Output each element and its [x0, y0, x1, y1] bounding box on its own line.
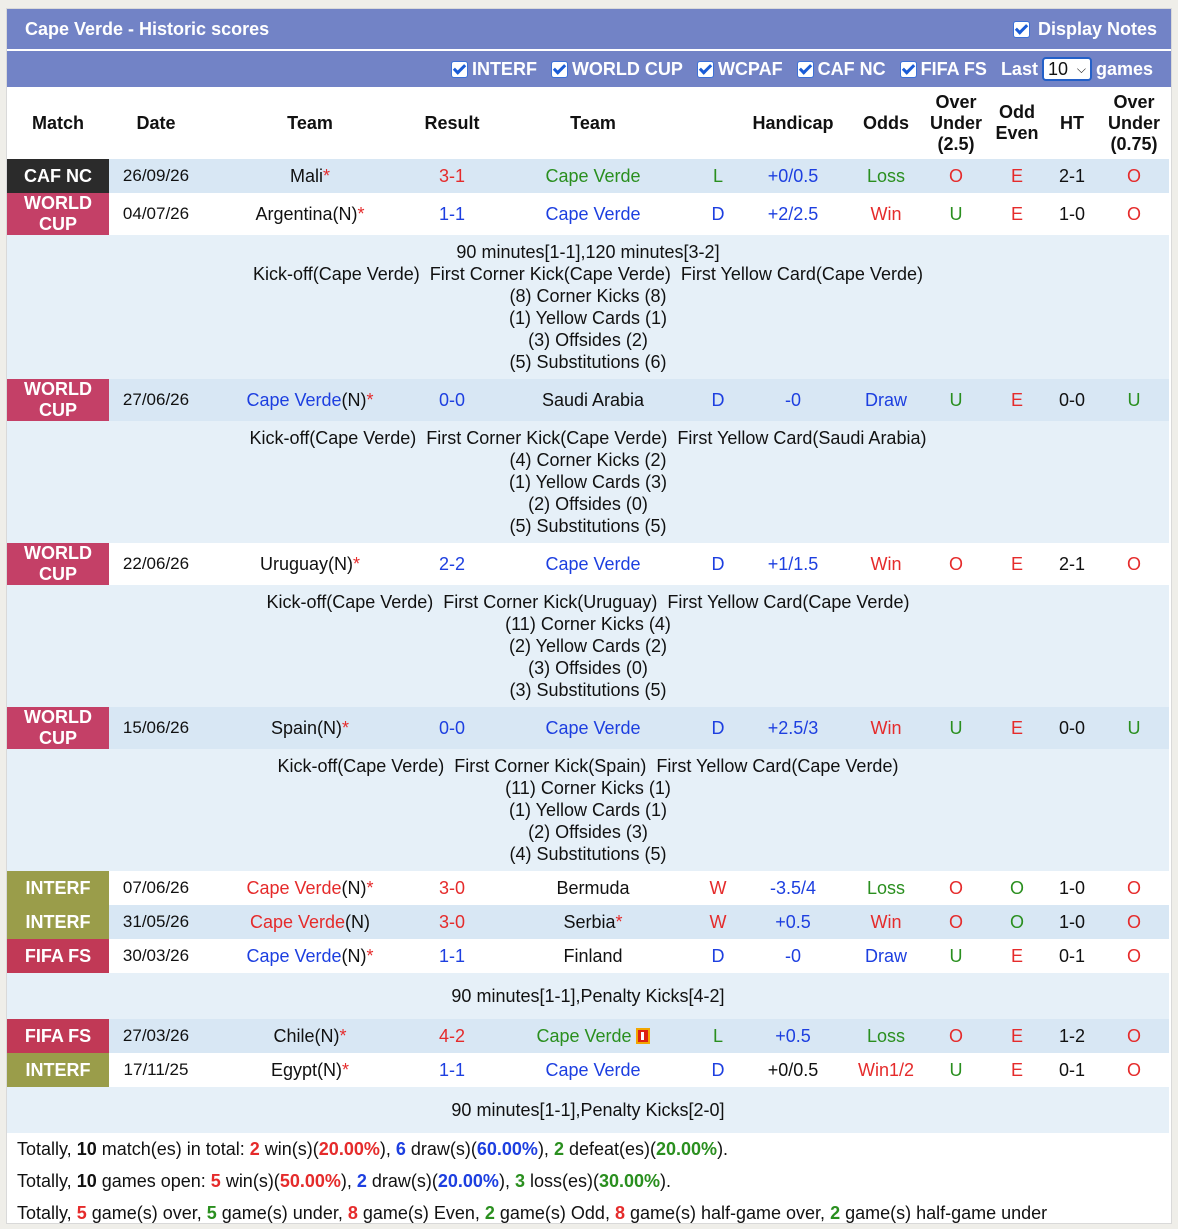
checkbox-icon[interactable]	[797, 61, 814, 78]
col-ht: HT	[1060, 112, 1084, 133]
over-under-075: O	[1099, 159, 1169, 193]
note-line: (8) Corner Kicks (8)	[509, 286, 667, 306]
star-marker: *	[342, 717, 350, 738]
filter-bar	[7, 49, 1171, 87]
handicap-value: +0/0.5	[737, 159, 849, 193]
league-badge[interactable]	[7, 939, 109, 973]
away-team	[487, 905, 699, 939]
handicap-value: +1/1.5	[737, 543, 849, 585]
scores-table	[7, 87, 1169, 1133]
note-line: (5) Substitutions (6)	[509, 352, 667, 372]
league-badge[interactable]	[7, 543, 109, 585]
note-line: (3) Offsides (0)	[528, 658, 648, 678]
checkbox-icon[interactable]	[1013, 21, 1030, 38]
home-team	[203, 543, 417, 585]
win-loss-indicator: D	[699, 543, 737, 585]
league-badge[interactable]	[7, 707, 109, 749]
away-team	[487, 543, 699, 585]
win-loss-indicator: L	[699, 159, 737, 193]
match-result[interactable]: 3-0	[417, 905, 487, 939]
col-team-home: Team	[287, 112, 333, 133]
star-marker: *	[342, 1059, 350, 1080]
historic-scores-panel	[6, 8, 1172, 1224]
last-games-value: 10	[1047, 58, 1068, 79]
star-marker: *	[366, 389, 374, 410]
over-under-075: O	[1099, 1019, 1169, 1053]
totals-summary	[7, 1133, 1171, 1229]
match-date: 27/06/26	[109, 379, 203, 421]
table-row	[7, 939, 1169, 973]
league-label: INTERF	[25, 1059, 91, 1080]
note-line: (1) Yellow Cards (1)	[508, 800, 668, 820]
note-line: Kick-off(Cape Verde) First Corner Kick(Cape Verde) First Yellow Card(Saudi Arabia)	[249, 428, 927, 448]
half-time-score: 1-0	[1045, 871, 1099, 905]
filter-label: FIFA FS	[920, 58, 987, 79]
note-line: Kick-off(Cape Verde) First Corner Kick(Spain) First Yellow Card(Cape Verde)	[277, 756, 899, 776]
home-team-link[interactable]: Argentina(N)	[255, 203, 358, 224]
note-line: (4) Corner Kicks (2)	[509, 450, 667, 470]
col-odds: Odds	[862, 112, 909, 133]
chevron-down-icon: ⌵	[1076, 61, 1086, 76]
last-label: Last	[1000, 58, 1038, 79]
over-under-075: O	[1099, 871, 1169, 905]
note-line: (1) Yellow Cards (3)	[508, 472, 668, 492]
away-team-link[interactable]: Serbia	[563, 911, 616, 932]
filter-interf[interactable]	[451, 59, 537, 80]
checkbox-icon[interactable]	[551, 61, 568, 78]
star-marker: *	[353, 553, 361, 574]
checkbox-icon[interactable]	[451, 61, 468, 78]
odd-even: O	[989, 871, 1045, 905]
match-notes	[7, 585, 1169, 707]
odds-result: Win	[849, 905, 923, 939]
col-over-under-25: Over Under (2.5)	[929, 91, 982, 154]
note-line: (11) Corner Kicks (1)	[505, 778, 671, 798]
over-under-25: U	[923, 707, 989, 749]
match-date: 27/03/26	[109, 1019, 203, 1053]
over-under-25: O	[923, 1019, 989, 1053]
half-time-score: 1-0	[1045, 905, 1099, 939]
match-notes-row	[7, 421, 1169, 543]
home-team-link[interactable]: Uruguay(N)	[259, 553, 353, 574]
win-loss-indicator: W	[699, 871, 737, 905]
over-under-25: O	[923, 905, 989, 939]
home-team-link[interactable]: Chile(N)	[273, 1025, 340, 1046]
league-badge[interactable]	[7, 1053, 109, 1087]
display-notes-label: Display Notes	[1037, 18, 1157, 39]
away-team	[487, 193, 699, 235]
over-under-075: O	[1099, 193, 1169, 235]
match-notes	[7, 973, 1169, 1019]
handicap-value: -3.5/4	[737, 871, 849, 905]
match-notes	[7, 421, 1169, 543]
home-team-link[interactable]: Cape Verde	[246, 877, 342, 898]
league-badge[interactable]	[7, 905, 109, 939]
home-team-link[interactable]: Spain(N)	[270, 717, 342, 738]
col-team-away: Team	[570, 112, 616, 133]
handicap-value: +0.5	[737, 1019, 849, 1053]
odds-result: Draw	[849, 939, 923, 973]
home-team-link[interactable]: Cape Verde	[249, 911, 346, 932]
filter-label: WCPAF	[717, 58, 783, 79]
half-time-score: 0-0	[1045, 379, 1099, 421]
note-line: 90 minutes[1-1],120 minutes[3-2]	[456, 242, 720, 262]
handicap-value: +2.5/3	[737, 707, 849, 749]
match-date: 22/06/26	[109, 543, 203, 585]
half-time-score: 2-1	[1045, 543, 1099, 585]
handicap-value: +0/0.5	[737, 1053, 849, 1087]
league-label: CUP	[38, 400, 77, 420]
table-row	[7, 159, 1169, 193]
match-result[interactable]: 4-2	[417, 1019, 487, 1053]
away-team	[487, 707, 699, 749]
filter-label: CAF NC	[817, 58, 886, 79]
match-notes	[7, 1087, 1169, 1133]
filter-label: WORLD CUP	[571, 58, 683, 79]
match-notes	[7, 749, 1169, 871]
league-badge[interactable]	[7, 193, 109, 235]
odd-even: E	[989, 707, 1045, 749]
checkbox-icon[interactable]	[900, 61, 917, 78]
home-team	[203, 871, 417, 905]
filter-fifa-fs[interactable]	[900, 59, 987, 80]
half-time-score: 0-1	[1045, 939, 1099, 973]
away-team-link[interactable]: Cape Verde	[536, 1025, 632, 1046]
win-loss-indicator: D	[699, 939, 737, 973]
odd-even: O	[989, 905, 1045, 939]
league-label: CUP	[38, 214, 77, 234]
match-result[interactable]: 0-0	[417, 379, 487, 421]
away-team-link[interactable]: Cape Verde	[545, 1059, 641, 1080]
neutral-marker: (N)	[345, 911, 371, 932]
match-result[interactable]: 1-1	[417, 193, 487, 235]
col-match: Match	[31, 112, 84, 133]
match-date: 07/06/26	[109, 871, 203, 905]
match-date: 15/06/26	[109, 707, 203, 749]
league-label: WORLD	[24, 193, 92, 213]
home-team	[203, 707, 417, 749]
col-handicap: Handicap	[752, 112, 834, 133]
odds-result: Draw	[849, 379, 923, 421]
last-games-control	[1001, 57, 1153, 81]
neutral-marker: (N)	[341, 389, 367, 410]
table-body	[7, 159, 1169, 1133]
note-line: Kick-off(Cape Verde) First Corner Kick(Uruguay) First Yellow Card(Cape Verde)	[266, 592, 910, 612]
last-games-select[interactable]	[1042, 57, 1092, 81]
odd-even: E	[989, 379, 1045, 421]
table-row	[7, 543, 1169, 585]
half-time-score: 1-2	[1045, 1019, 1099, 1053]
away-team	[487, 939, 699, 973]
over-under-25: U	[923, 1053, 989, 1087]
away-team	[487, 159, 699, 193]
odds-result: Loss	[849, 871, 923, 905]
table-row	[7, 707, 1169, 749]
half-time-score: 2-1	[1045, 159, 1099, 193]
odd-even: E	[989, 159, 1045, 193]
win-loss-indicator: D	[699, 379, 737, 421]
col-wl	[699, 87, 737, 159]
match-notes-row	[7, 1087, 1169, 1133]
league-label: INTERF	[25, 911, 91, 932]
col-result: Result	[424, 112, 480, 133]
league-label: FIFA FS	[24, 945, 92, 966]
table-row	[7, 1053, 1169, 1087]
over-under-075: O	[1099, 1053, 1169, 1087]
home-team-link[interactable]: Egypt(N)	[270, 1059, 342, 1080]
handicap-value: -0	[737, 379, 849, 421]
star-marker: *	[339, 1025, 347, 1046]
table-row	[7, 193, 1169, 235]
away-team-link[interactable]: Finland	[563, 945, 623, 966]
league-badge[interactable]	[7, 871, 109, 905]
match-result[interactable]: 3-1	[417, 159, 487, 193]
match-notes-row	[7, 749, 1169, 871]
match-result[interactable]: 1-1	[417, 1053, 487, 1087]
win-loss-indicator: W	[699, 905, 737, 939]
table-row	[7, 871, 1169, 905]
odd-even: E	[989, 939, 1045, 973]
home-team-link[interactable]: Mali	[289, 165, 323, 186]
odds-result: Win	[849, 707, 923, 749]
handicap-value: -0	[737, 939, 849, 973]
totals-line-over-under: Totally, 5 game(s) over, 5 game(s) under, 8 game(s) Even, 2 game(s) Odd, 8 game(s) half-game over, 2 game(s) half-game under	[17, 1203, 1048, 1223]
league-label: INTERF	[25, 877, 91, 898]
over-under-075: O	[1099, 905, 1169, 939]
totals-line-open: Totally, 10 games open: 5 win(s)(50.00%), 2 draw(s)(20.00%), 3 loss(es)(30.00%).	[17, 1171, 672, 1191]
away-team-link[interactable]: Cape Verde	[545, 553, 641, 574]
odd-even: E	[989, 1053, 1045, 1087]
home-team	[203, 1053, 417, 1087]
checkbox-icon[interactable]	[697, 61, 714, 78]
neutral-marker: (N)	[341, 877, 367, 898]
title-bar	[7, 9, 1171, 49]
away-team-link[interactable]: Cape Verde	[545, 717, 641, 738]
win-loss-indicator: D	[699, 1053, 737, 1087]
note-line: 90 minutes[1-1],Penalty Kicks[2-0]	[451, 1100, 725, 1120]
home-team	[203, 939, 417, 973]
over-under-25: O	[923, 871, 989, 905]
win-loss-indicator: D	[699, 193, 737, 235]
star-marker: *	[357, 203, 365, 224]
games-label: games	[1095, 58, 1153, 79]
col-over-under-075: Over Under (0.75)	[1107, 91, 1160, 154]
league-badge[interactable]	[7, 1019, 109, 1053]
note-line: (5) Substitutions (5)	[509, 516, 667, 536]
table-row	[7, 1019, 1169, 1053]
odds-result: Win	[849, 543, 923, 585]
over-under-075: U	[1099, 707, 1169, 749]
over-under-25: O	[923, 159, 989, 193]
win-loss-indicator: L	[699, 1019, 737, 1053]
star-marker: *	[366, 945, 374, 966]
home-team-link[interactable]: Cape Verde	[246, 945, 342, 966]
half-time-score: 1-0	[1045, 193, 1099, 235]
match-notes-row	[7, 235, 1169, 379]
over-under-075: U	[1099, 379, 1169, 421]
star-marker: *	[366, 877, 374, 898]
half-time-score: 0-1	[1045, 1053, 1099, 1087]
odd-even: E	[989, 543, 1045, 585]
table-header	[7, 87, 1169, 159]
away-team	[487, 379, 699, 421]
half-time-score: 0-0	[1045, 707, 1099, 749]
away-team-link[interactable]: Cape Verde	[545, 165, 641, 186]
handicap-value: +2/2.5	[737, 193, 849, 235]
over-under-25: U	[923, 193, 989, 235]
note-line: 90 minutes[1-1],Penalty Kicks[4-2]	[451, 986, 725, 1006]
match-date: 04/07/26	[109, 193, 203, 235]
league-label: WORLD	[24, 707, 92, 727]
odd-even: E	[989, 1019, 1045, 1053]
table-row	[7, 379, 1169, 421]
away-team-link[interactable]: Saudi Arabia	[541, 389, 645, 410]
match-notes-row	[7, 585, 1169, 707]
league-label: FIFA FS	[24, 1025, 92, 1046]
note-line: (3) Offsides (2)	[528, 330, 648, 350]
note-line: (2) Offsides (0)	[528, 494, 648, 514]
home-team	[203, 379, 417, 421]
match-date: 31/05/26	[109, 905, 203, 939]
match-result[interactable]: 1-1	[417, 939, 487, 973]
over-under-25: O	[923, 543, 989, 585]
home-team-link[interactable]: Cape Verde	[246, 389, 342, 410]
note-line: Kick-off(Cape Verde) First Corner Kick(Cape Verde) First Yellow Card(Cape Verde)	[253, 264, 923, 284]
home-team	[203, 159, 417, 193]
over-under-25: U	[923, 939, 989, 973]
match-notes	[7, 235, 1169, 379]
col-date: Date	[136, 112, 176, 133]
away-team	[487, 871, 699, 905]
match-date: 26/09/26	[109, 159, 203, 193]
over-under-075: O	[1099, 543, 1169, 585]
league-badge[interactable]	[7, 379, 109, 421]
league-label: CUP	[38, 564, 77, 584]
odds-result: Loss	[849, 1019, 923, 1053]
filter-wcpaf[interactable]	[697, 59, 783, 80]
odds-result: Win	[849, 193, 923, 235]
odd-even: E	[989, 193, 1045, 235]
filter-caf-nc[interactable]	[797, 59, 886, 80]
league-label: WORLD	[24, 543, 92, 563]
home-team	[203, 905, 417, 939]
note-line: (4) Substitutions (5)	[509, 844, 667, 864]
star-marker: *	[323, 165, 331, 186]
star-marker: *	[615, 911, 623, 932]
table-row	[7, 905, 1169, 939]
odds-result: Loss	[849, 159, 923, 193]
match-result[interactable]: 0-0	[417, 707, 487, 749]
match-notes-row	[7, 973, 1169, 1019]
win-loss-indicator: D	[699, 707, 737, 749]
note-line: (11) Corner Kicks (4)	[505, 614, 671, 634]
neutral-marker: (N)	[341, 945, 367, 966]
away-team-link[interactable]: Bermuda	[556, 877, 630, 898]
red-card-icon	[636, 1028, 650, 1044]
away-team	[487, 1019, 699, 1053]
match-date: 17/11/25	[109, 1053, 203, 1087]
note-line: (3) Substitutions (5)	[509, 680, 667, 700]
col-odd-even: Odd Even	[995, 102, 1039, 143]
league-label: CUP	[38, 728, 77, 748]
away-team-link[interactable]: Cape Verde	[545, 203, 641, 224]
home-team	[203, 1019, 417, 1053]
home-team	[203, 193, 417, 235]
odds-result: Win1/2	[849, 1053, 923, 1087]
note-line: (1) Yellow Cards (1)	[508, 308, 668, 328]
totals-line-results: Totally, 10 match(es) in total: 2 win(s)(20.00%), 6 draw(s)(60.00%), 2 defeat(es)(20.00%).	[17, 1139, 729, 1159]
note-line: (2) Offsides (3)	[528, 822, 648, 842]
note-line: (2) Yellow Cards (2)	[508, 636, 668, 656]
panel-title: Cape Verde - Historic scores	[25, 18, 270, 39]
match-result[interactable]: 2-2	[417, 543, 487, 585]
display-notes-toggle[interactable]	[1013, 19, 1157, 40]
filter-label: INTERF	[471, 58, 537, 79]
over-under-25: U	[923, 379, 989, 421]
league-label: WORLD	[24, 379, 92, 399]
filter-world-cup[interactable]	[551, 59, 683, 80]
over-under-075: O	[1099, 939, 1169, 973]
league-badge[interactable]	[7, 159, 109, 193]
handicap-value: +0.5	[737, 905, 849, 939]
match-result[interactable]: 3-0	[417, 871, 487, 905]
match-date: 30/03/26	[109, 939, 203, 973]
league-label: CAF NC	[24, 165, 92, 186]
away-team	[487, 1053, 699, 1087]
